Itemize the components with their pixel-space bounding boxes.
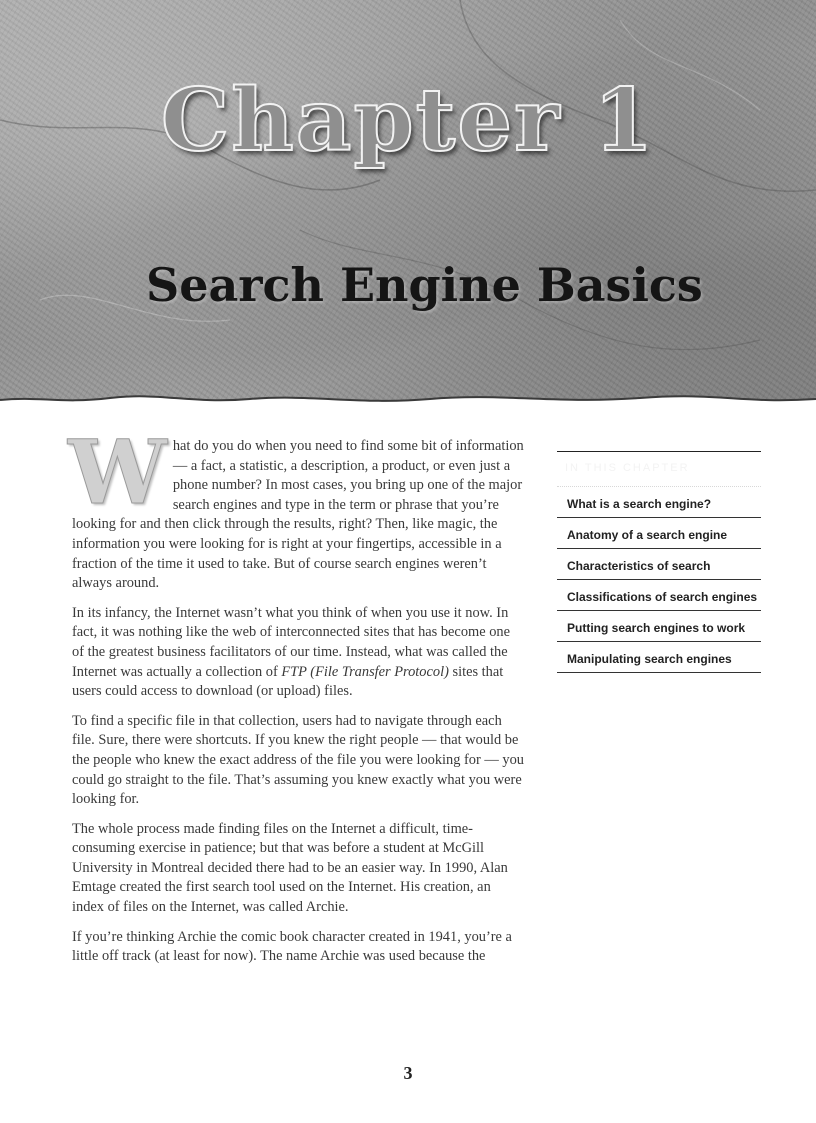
page-number: 3 xyxy=(403,1063,413,1083)
in-this-chapter-sidebar xyxy=(557,451,761,673)
sidebar-item: Characteristics of search xyxy=(557,549,761,580)
drop-cap: W xyxy=(68,420,167,524)
stone-texture xyxy=(0,0,816,418)
sidebar-item: Manipulating search engines xyxy=(557,642,761,673)
sidebar-item: Putting search engines to work xyxy=(557,611,761,642)
paragraph-3: To find a specific file in that collection, users had to navigate through each file. Sure, there were shortcuts. If you knew the right people — that would be the people who knew the exact address of the file you were looking for — you could go straight to the file. That’s assuming you knew exactly what you were looking for. xyxy=(72,712,524,808)
paragraph-2-text-b: sites that users could access to download (or upload) files. xyxy=(72,663,504,700)
sidebar-item: Classifications of search engines xyxy=(557,580,761,611)
chapter-banner xyxy=(0,0,816,418)
chapter-title: Chapter 1 xyxy=(160,70,656,171)
ftp-term: FTP (File Transfer Protocol) xyxy=(281,663,449,680)
sidebar-item: What is a search engine? xyxy=(557,487,761,518)
paragraph-2 xyxy=(72,604,524,702)
paragraph-1 xyxy=(68,420,524,594)
chapter-subtitle: Search Engine Basics xyxy=(146,258,703,312)
sidebar-topic-list xyxy=(557,487,761,673)
sidebar-heading: IN THIS CHAPTER xyxy=(557,452,761,487)
main-text-column xyxy=(68,420,524,977)
sidebar-item: Anatomy of a search engine xyxy=(557,518,761,549)
paragraph-4: The whole process made finding files on the Internet a difficult, time-consuming exercise in patience; but that was before a student at McGill University in Montreal decided there had to be an easier way. In 1990, Alan Emtage created the first search tool used on the Internet. His creation, an index of files on the Internet, was called Archie. xyxy=(72,820,508,916)
paragraph-1-text: hat do you do when you need to find some bit of information — a fact, a statistic, a description, a product, or even just a phone number? In most cases, you bring up one of the major search engines and type in the term or phrase that you’re looking for and then click through the results, right? Then, like magic, the information you were looking for is right at your fingertips, accessible in a fraction of the time it used to take. But of course search engines weren’t always around. xyxy=(72,438,524,592)
paragraph-5: If you’re thinking Archie the comic book character created in 1941, you’re a little off track (at least for now). The name Archie was used because the xyxy=(72,928,512,965)
paragraph-2-text-a: In its infancy, the Internet wasn’t what you think of when you use it now. In fact, it was nothing like the web of interconnected sites that has become one of the greatest business facilitators of our time. Instead, what was called the Internet was actually a collection of xyxy=(72,604,510,680)
